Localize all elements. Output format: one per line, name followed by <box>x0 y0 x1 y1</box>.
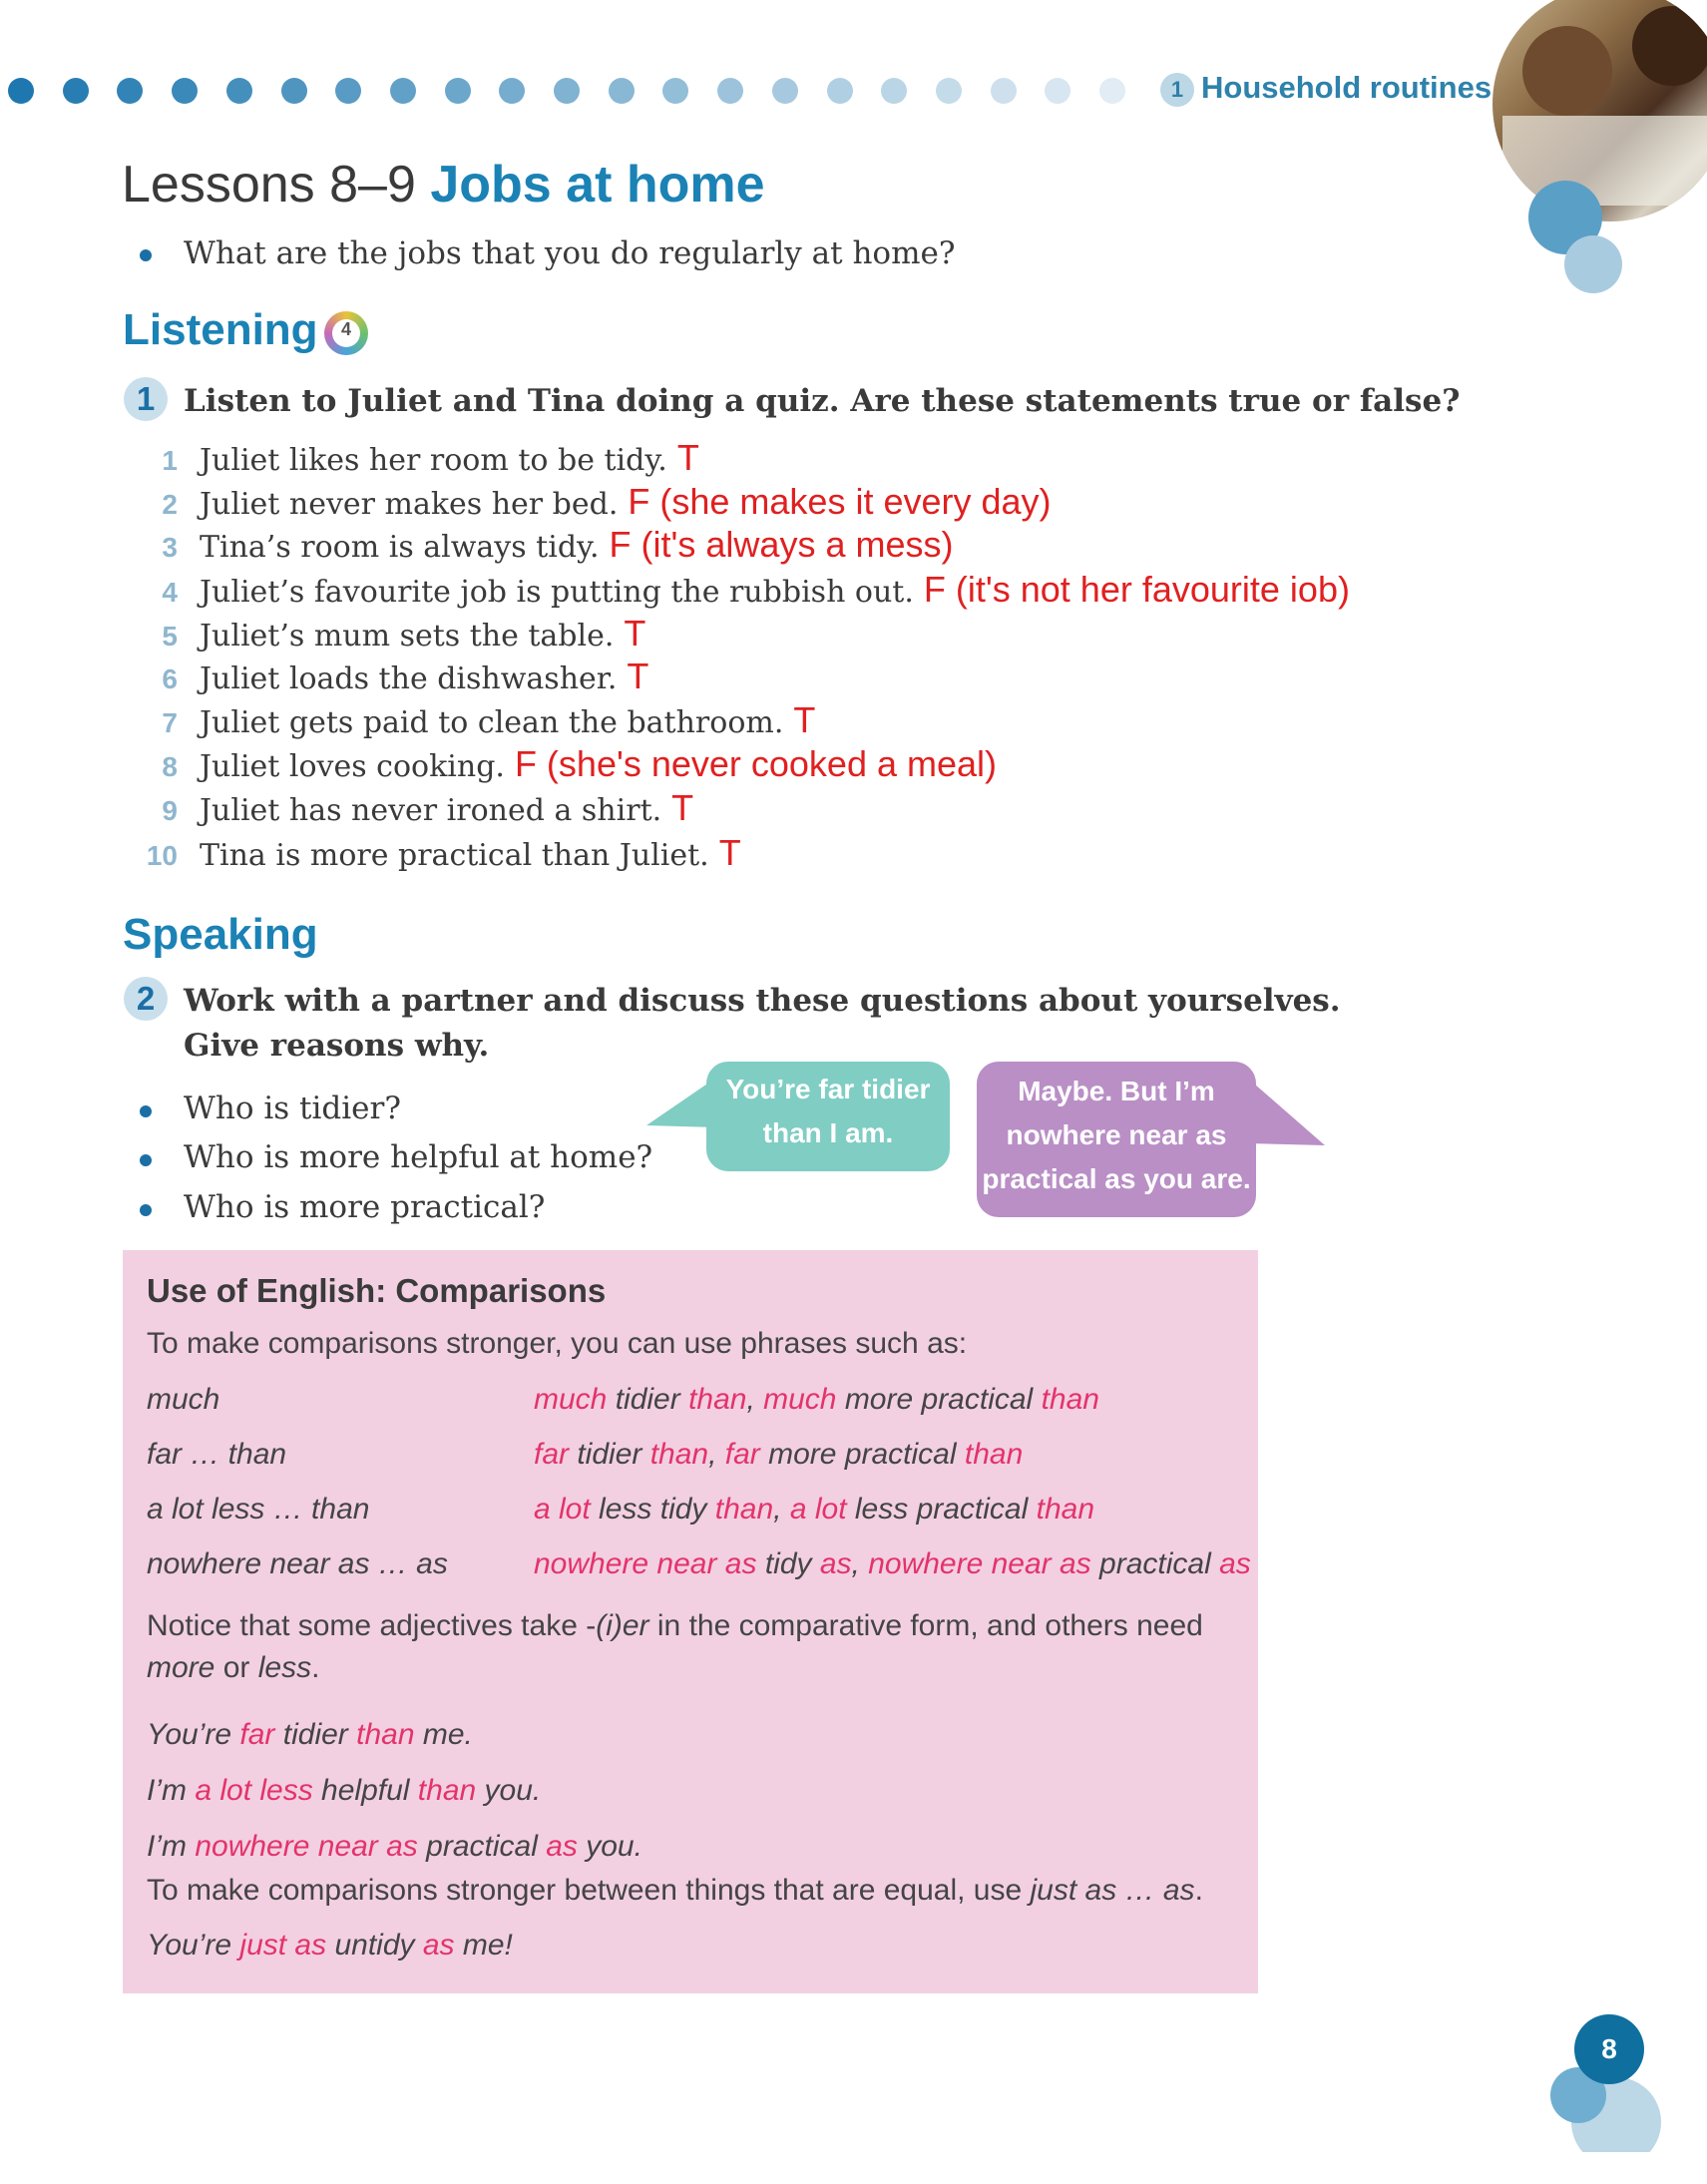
item-number: 1 <box>162 445 178 476</box>
grammar-phrase: far … than <box>147 1438 287 1471</box>
handwritten-answer: F (she makes it every day) <box>628 481 1052 522</box>
grammar-phrase-example <box>534 1438 1023 1472</box>
unit-title: Household routines <box>1201 70 1493 105</box>
handwritten-answer: F (she's never cooked a meal) <box>514 743 998 784</box>
header-dot <box>1099 78 1125 104</box>
bubble-purple-tail <box>1247 1078 1327 1157</box>
grammar-example-sentence <box>147 1718 473 1752</box>
true-false-item <box>128 743 997 785</box>
grammar-equal-rule <box>147 1874 1203 1908</box>
true-false-item <box>128 787 693 829</box>
highlighted-phrase: than <box>356 1718 415 1751</box>
grammar-title: Use of English: Comparisons <box>147 1272 607 1309</box>
item-number: 3 <box>162 532 178 563</box>
equal-end: . <box>1194 1874 1203 1907</box>
example-text: untidy <box>326 1929 423 1962</box>
equal-phrase: just as … as <box>1030 1874 1195 1907</box>
item-statement: Juliet’s favourite job is putting the rubbish out. <box>200 575 914 610</box>
true-false-item <box>128 481 1052 523</box>
example-text: , <box>746 1383 764 1416</box>
grammar-phrase: much <box>147 1383 220 1416</box>
item-statement: Tina is more practical than Juliet. <box>200 838 709 873</box>
example-text: tidier <box>607 1383 689 1416</box>
exercise-2-badge: 2 <box>124 977 168 1021</box>
item-statement: Juliet loads the dishwasher. <box>200 661 618 696</box>
lesson-prefix: Lessons 8–9 <box>122 156 416 214</box>
unit-number-badge: 1 <box>1160 73 1194 107</box>
example-text: , <box>773 1493 790 1526</box>
notice-suffix: (i)er <box>596 1609 649 1642</box>
item-statement: Juliet loves cooking. <box>200 749 505 784</box>
highlighted-phrase: than <box>417 1774 477 1807</box>
item-number: 7 <box>162 707 178 738</box>
highlighted-phrase: as <box>1219 1547 1251 1580</box>
example-text: helpful <box>312 1774 418 1807</box>
header-dot <box>172 78 198 104</box>
bullet-icon <box>140 249 152 261</box>
grammar-example-sentence <box>147 1830 642 1864</box>
example-text: practical <box>417 1830 547 1863</box>
speaking-heading: Speaking <box>123 910 318 959</box>
highlighted-phrase: than <box>649 1438 709 1471</box>
header-dot <box>390 78 416 104</box>
highlighted-phrase: far <box>534 1438 570 1471</box>
example-text: tidier <box>569 1438 650 1471</box>
highlighted-phrase: than <box>1041 1383 1099 1416</box>
true-false-item <box>128 569 1350 611</box>
handwritten-answer: T <box>793 699 816 740</box>
highlighted-phrase: than <box>688 1383 747 1416</box>
example-text: less practical <box>846 1493 1037 1526</box>
example-text: , <box>708 1438 725 1471</box>
highlighted-phrase: much <box>763 1383 837 1416</box>
grammar-final-sentence <box>147 1929 513 1963</box>
grammar-phrase-example <box>534 1493 1094 1527</box>
audio-track-icon <box>324 311 368 355</box>
handwritten-answer: T <box>624 613 646 654</box>
listening-heading: Listening <box>123 305 318 354</box>
example-text: tidier <box>274 1718 357 1751</box>
example-text: me! <box>454 1929 513 1962</box>
notice-more: more <box>147 1651 215 1684</box>
item-number: 8 <box>162 751 178 782</box>
header-decor-circle-small <box>1564 235 1622 293</box>
notice-or: or <box>214 1651 258 1684</box>
highlighted-phrase: a lot less <box>195 1774 313 1807</box>
true-false-item <box>128 832 741 874</box>
highlighted-phrase: much <box>534 1383 608 1416</box>
header-dot <box>117 78 143 104</box>
grammar-phrase: a lot less … than <box>147 1493 370 1526</box>
header-dot <box>881 78 907 104</box>
header-dot <box>772 78 798 104</box>
exercise-2-instruction-line2: Give reasons why. <box>184 1028 490 1064</box>
highlighted-phrase: as <box>422 1929 455 1962</box>
example-text: more practical <box>836 1383 1042 1416</box>
highlighted-phrase: as <box>546 1830 578 1863</box>
header-dot <box>936 78 962 104</box>
highlighted-phrase: than <box>1036 1493 1095 1526</box>
header-dot <box>991 78 1017 104</box>
header-dot <box>609 78 635 104</box>
highlighted-phrase: nowhere near as <box>868 1547 1091 1580</box>
header-dot <box>63 78 89 104</box>
header-dot <box>8 78 34 104</box>
header-dot <box>281 78 307 104</box>
header-dot <box>1045 78 1070 104</box>
highlighted-phrase: far <box>724 1438 760 1471</box>
true-false-item <box>128 655 648 697</box>
item-number: 5 <box>162 621 178 652</box>
true-false-item <box>128 437 699 479</box>
highlighted-phrase: just as <box>239 1929 327 1962</box>
grammar-example-sentence <box>147 1774 541 1808</box>
example-text: You’re <box>147 1718 240 1751</box>
example-text: you. <box>577 1830 642 1863</box>
bubble-purple-line-3: practical as you are. <box>982 1163 1251 1194</box>
bubble-purple-line-2: nowhere near as <box>1006 1119 1227 1150</box>
header-dot <box>335 78 361 104</box>
bubble-green-line-1: You’re far tidier <box>725 1074 931 1104</box>
page-number: 8 <box>1574 2014 1644 2084</box>
item-number: 2 <box>162 489 178 520</box>
audio-track-number: 4 <box>332 319 360 347</box>
exercise-1-instruction: Listen to Juliet and Tina doing a quiz. Are these statements true or false? <box>184 383 1461 419</box>
true-false-item <box>128 613 645 655</box>
item-statement: Juliet never makes her bed. <box>200 487 619 522</box>
handwritten-answer: T <box>718 832 741 873</box>
example-text: you. <box>476 1774 542 1807</box>
highlighted-phrase: a lot <box>534 1493 591 1526</box>
true-false-item <box>128 524 953 566</box>
grammar-notice-line1 <box>147 1609 1203 1643</box>
header-dot <box>499 78 525 104</box>
item-number: 10 <box>146 840 178 871</box>
bullet-icon <box>140 1204 152 1216</box>
header-dot <box>445 78 471 104</box>
notice-text-a: Notice that some adjectives take - <box>147 1609 597 1642</box>
example-text: more practical <box>759 1438 965 1471</box>
discussion-question: Who is more helpful at home? <box>184 1139 653 1175</box>
example-text: me. <box>414 1718 473 1751</box>
exercise-2-instruction-line1: Work with a partner and discuss these questions about yourselves. <box>184 983 1341 1019</box>
speech-bubble-green <box>706 1062 950 1171</box>
notice-end: . <box>311 1651 320 1684</box>
highlighted-phrase: than <box>964 1438 1024 1471</box>
grammar-intro: To make comparisons stronger, you can use phrases such as: <box>147 1327 968 1360</box>
item-statement: Tina’s room is always tidy. <box>200 530 600 565</box>
grammar-phrase: nowhere near as … as <box>147 1547 448 1580</box>
item-statement: Juliet’s mum sets the table. <box>200 619 615 654</box>
item-number: 4 <box>162 577 178 608</box>
highlighted-phrase: far <box>239 1718 275 1751</box>
highlighted-phrase: a lot <box>789 1493 847 1526</box>
item-number: 6 <box>162 663 178 694</box>
true-false-item <box>128 699 815 741</box>
header-dot <box>827 78 853 104</box>
handwritten-answer: T <box>671 787 694 828</box>
highlighted-phrase: as <box>819 1547 852 1580</box>
lesson-topic: Jobs at home <box>430 156 765 214</box>
header-dots <box>0 0 1147 120</box>
grammar-phrase-example <box>534 1547 1251 1581</box>
example-text: I’m <box>147 1830 196 1863</box>
header-dot <box>717 78 743 104</box>
notice-less: less <box>257 1651 312 1684</box>
example-text: , <box>851 1547 869 1580</box>
notice-text-b: in the comparative form, and others need <box>648 1609 1203 1642</box>
handwritten-answer: T <box>676 437 699 478</box>
highlighted-phrase: nowhere near as <box>195 1830 418 1863</box>
bullet-icon <box>140 1154 152 1166</box>
item-statement: Juliet has never ironed a shirt. <box>200 793 662 828</box>
exercise-1-badge: 1 <box>124 377 168 421</box>
header-dot <box>554 78 580 104</box>
item-statement: Juliet likes her room to be tidy. <box>200 443 667 478</box>
grammar-phrase-example <box>534 1383 1099 1417</box>
bubble-green-line-2: than I am. <box>762 1117 894 1148</box>
discussion-question: Who is tidier? <box>184 1091 401 1126</box>
bubble-purple-line-1: Maybe. But I’m <box>1018 1076 1215 1106</box>
grammar-notice-line2 <box>147 1651 319 1685</box>
example-text: practical <box>1090 1547 1220 1580</box>
header-dot <box>662 78 688 104</box>
handwritten-answer: T <box>627 655 649 696</box>
example-text: You’re <box>147 1929 240 1962</box>
warmup-question: What are the jobs that you do regularly at home? <box>184 235 956 271</box>
equal-intro: To make comparisons stronger between things that are equal, use <box>147 1874 1031 1907</box>
highlighted-phrase: nowhere near as <box>534 1547 757 1580</box>
example-text: tidy <box>756 1547 820 1580</box>
grammar-box <box>123 1250 1258 1993</box>
bullet-icon <box>140 1105 152 1117</box>
item-statement: Juliet gets paid to clean the bathroom. <box>200 705 784 740</box>
speech-bubble-purple <box>977 1062 1256 1217</box>
item-number: 9 <box>162 795 178 826</box>
header-dot <box>226 78 252 104</box>
handwritten-answer: F (it's not her favourite iob) <box>923 569 1350 610</box>
example-text: I’m <box>147 1774 196 1807</box>
handwritten-answer: F (it's always a mess) <box>609 524 954 565</box>
lesson-title <box>122 155 765 215</box>
header-photo <box>1493 0 1707 221</box>
discussion-question: Who is more practical? <box>184 1189 546 1225</box>
highlighted-phrase: than <box>714 1493 774 1526</box>
example-text: less tidy <box>590 1493 715 1526</box>
